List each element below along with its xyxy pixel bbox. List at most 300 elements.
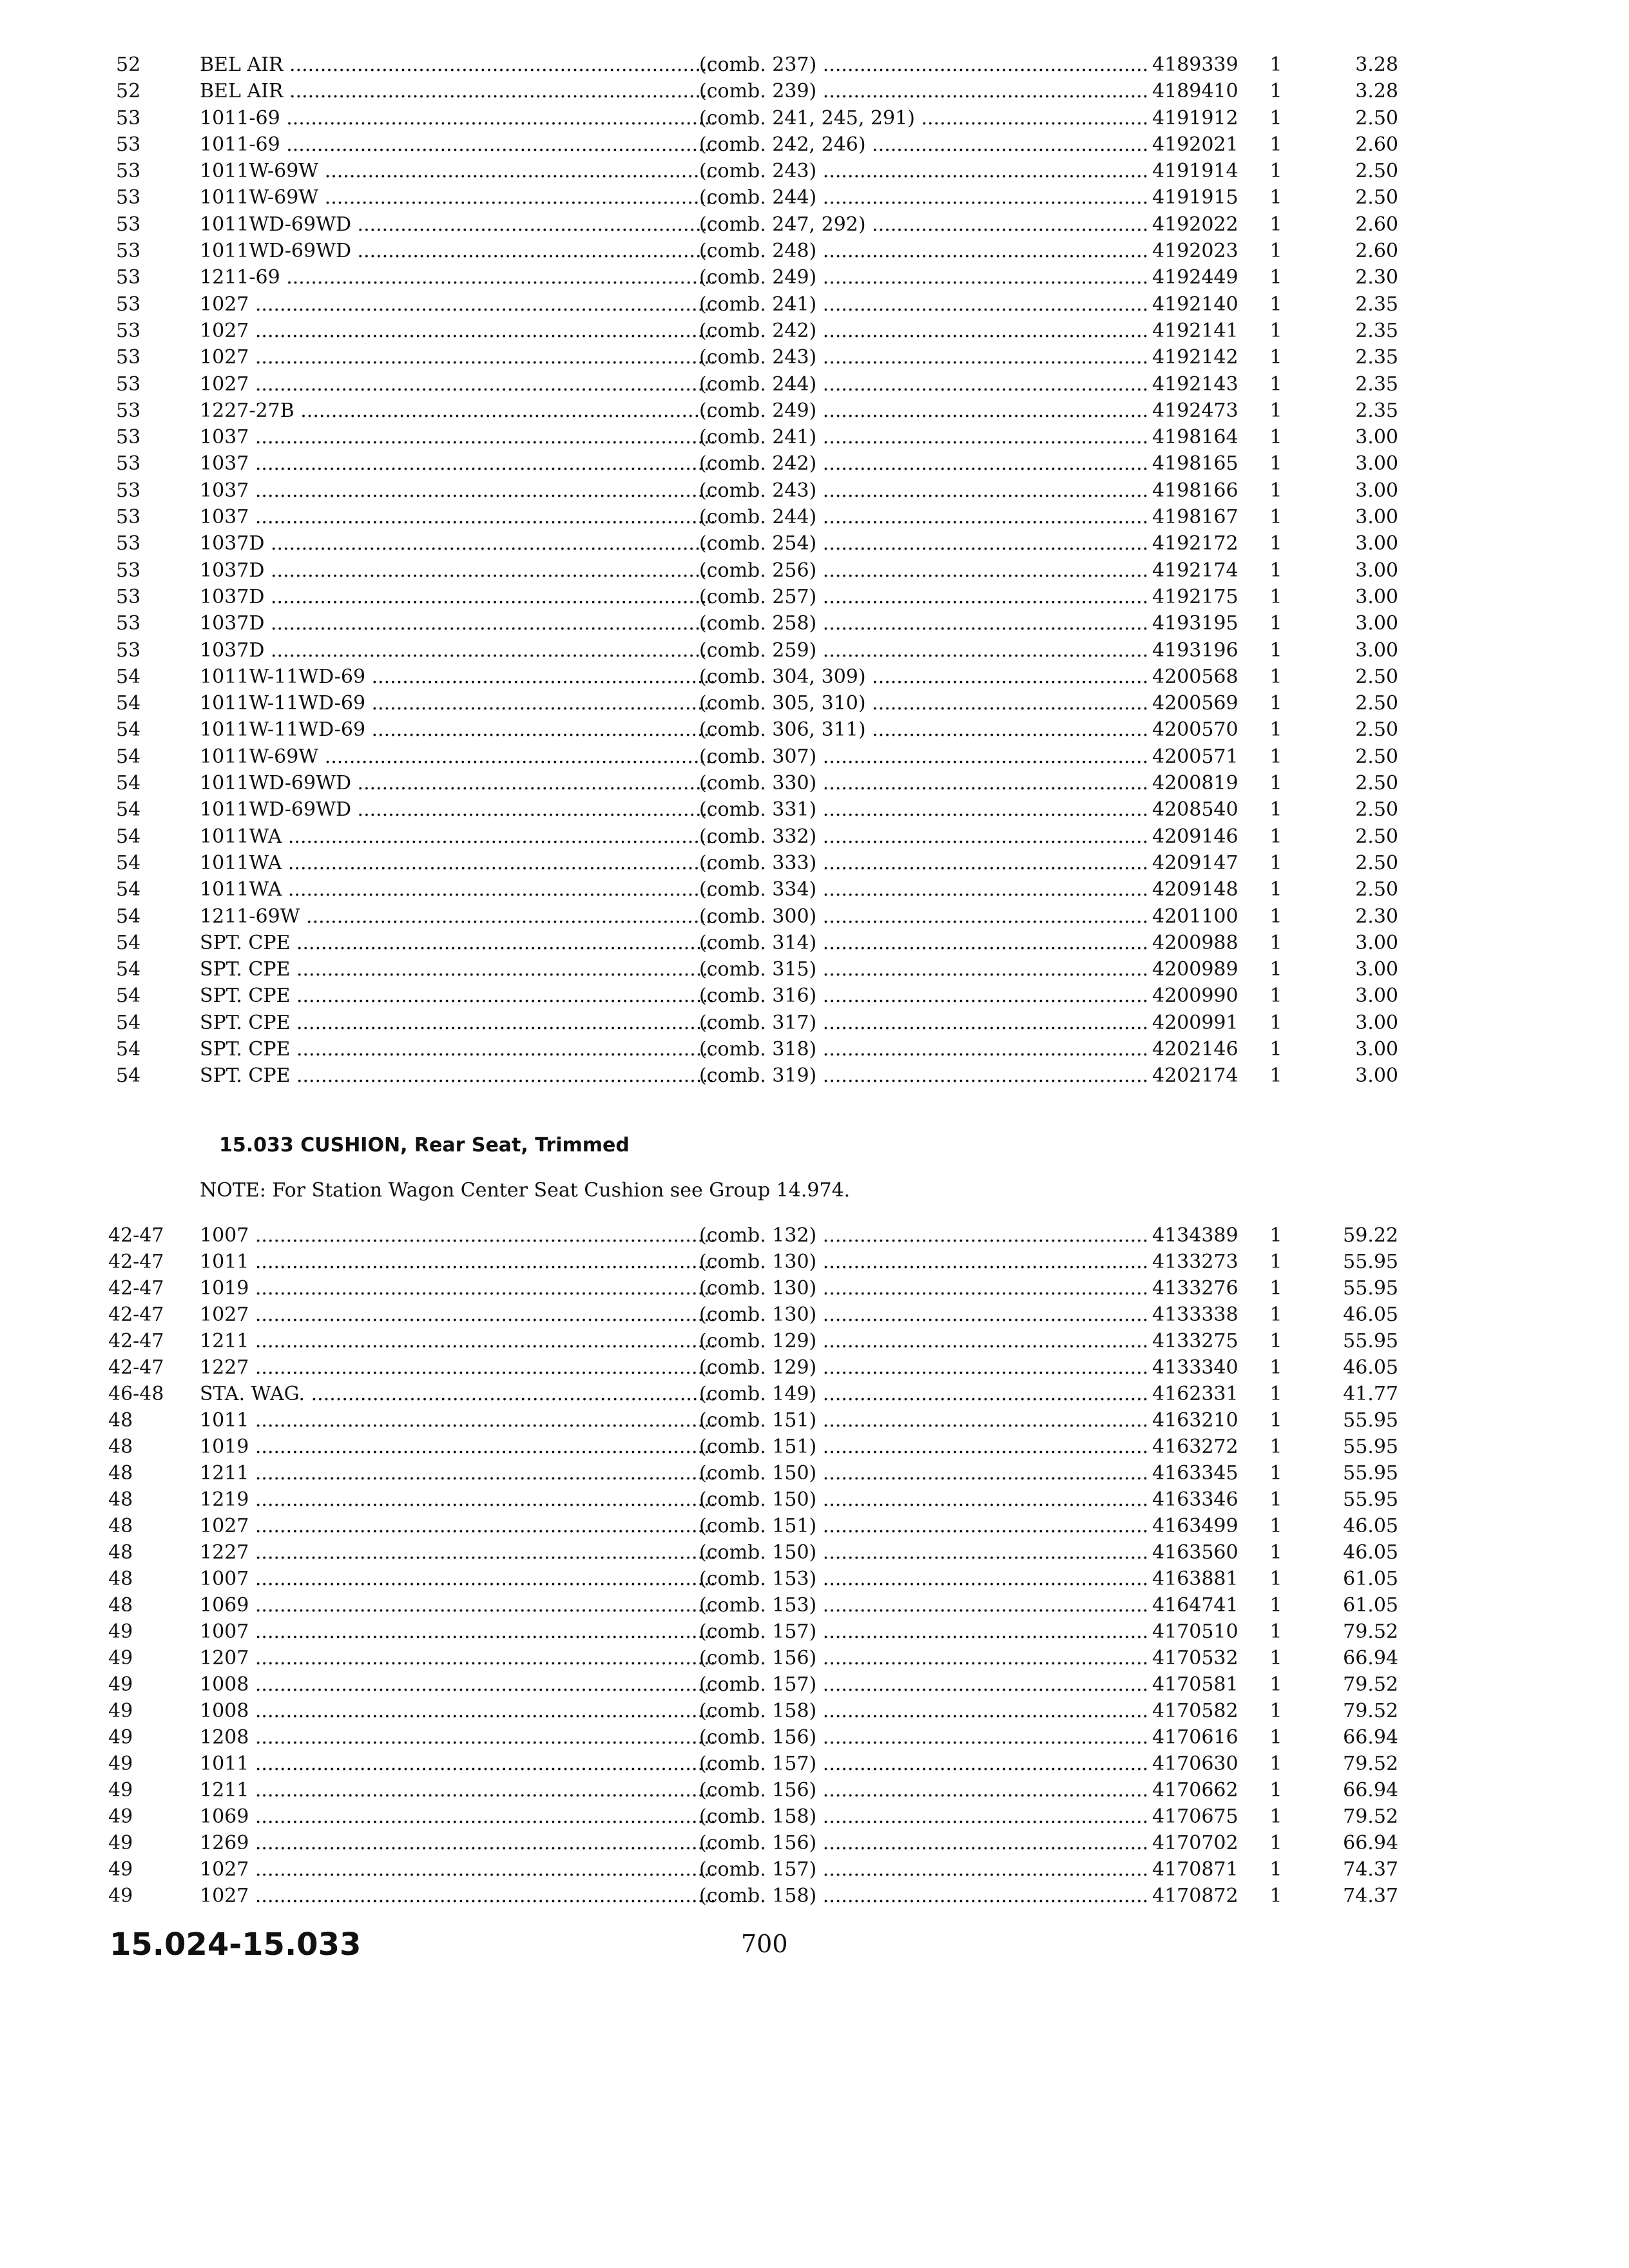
price-cell: 3.00: [1355, 612, 1398, 635]
price-cell: 2.35: [1355, 372, 1398, 396]
quantity-cell: 1: [1269, 1037, 1282, 1061]
price-cell: 2.50: [1355, 851, 1398, 874]
part-number-cell: 4192022: [1147, 211, 1262, 238]
year-cell: 42-47: [108, 1251, 164, 1273]
price-cell: 79.52: [1343, 1700, 1398, 1722]
combination-cell: (comb. 242) .....: [699, 450, 1221, 477]
table-row: [97, 930, 1398, 956]
model-cell: 1037 .....: [200, 450, 715, 477]
table-row: [97, 1302, 1398, 1328]
year-cell: 54: [116, 1064, 141, 1088]
model-cell: 1011-69 .....: [200, 131, 715, 158]
quantity-cell: 1: [1269, 1568, 1282, 1590]
quantity-cell: 1: [1269, 1779, 1282, 1802]
part-number-cell: 4163272: [1147, 1434, 1262, 1460]
table-row: [97, 584, 1398, 610]
combination-cell: (comb. 244) .....: [699, 371, 1221, 398]
year-cell: 48: [108, 1515, 133, 1537]
price-cell: 55.95: [1343, 1330, 1398, 1352]
quantity-cell: 1: [1269, 585, 1282, 608]
model-cell: 1037D .....: [200, 610, 715, 637]
quantity-cell: 1: [1269, 1224, 1282, 1247]
quantity-cell: 1: [1269, 665, 1282, 688]
combination-cell: (comb. 314) .....: [699, 930, 1221, 956]
model-cell: 1011W-69W .....: [200, 158, 715, 184]
model-cell: 1211-69W .....: [200, 903, 715, 930]
combination-cell: (comb. 149) .....: [699, 1381, 1221, 1407]
model-cell: 1208 .....: [200, 1724, 715, 1751]
year-cell: 49: [108, 1885, 133, 1907]
part-number-cell: 4209148: [1147, 876, 1262, 903]
quantity-cell: 1: [1269, 692, 1282, 715]
model-cell: 1211 .....: [200, 1328, 715, 1354]
table-row: [97, 344, 1398, 370]
price-cell: 55.95: [1343, 1488, 1398, 1511]
model-cell: 1011W-11WD-69 .....: [200, 664, 715, 690]
quantity-cell: 1: [1269, 1594, 1282, 1617]
model-cell: 1011W-11WD-69 .....: [200, 716, 715, 743]
model-cell: 1007 .....: [200, 1619, 715, 1645]
combination-cell: (comb. 318) .....: [699, 1036, 1221, 1062]
combination-cell: (comb. 157) .....: [699, 1619, 1221, 1645]
model-cell: 1027 .....: [200, 1302, 715, 1328]
price-cell: 3.00: [1355, 479, 1398, 502]
quantity-cell: 1: [1269, 452, 1282, 476]
table-row: [97, 291, 1398, 318]
year-cell: 53: [116, 559, 141, 582]
combination-cell: (comb. 332) .....: [699, 823, 1221, 850]
combination-cell: (comb. 129) .....: [699, 1354, 1221, 1381]
table-row: [97, 1883, 1398, 1909]
part-number-cell: 4192175: [1147, 584, 1262, 610]
combination-cell: (comb. 248) .....: [699, 238, 1221, 264]
table-row: [97, 1671, 1398, 1698]
table-row: [97, 1619, 1398, 1645]
model-cell: 1007 .....: [200, 1222, 715, 1249]
parts-table-15033: [97, 1222, 1398, 1909]
model-cell: 1037D .....: [200, 530, 715, 557]
year-cell: 48: [108, 1462, 133, 1485]
quantity-cell: 1: [1269, 798, 1282, 822]
table-row: [97, 903, 1398, 930]
table-row: [97, 770, 1398, 796]
part-number-cell: 4193195: [1147, 610, 1262, 637]
part-number-cell: 4189339: [1147, 52, 1262, 78]
model-cell: 1027 .....: [200, 318, 715, 344]
quantity-cell: 1: [1269, 372, 1282, 396]
price-cell: 66.94: [1343, 1832, 1398, 1854]
table-row: [97, 184, 1398, 211]
price-cell: 2.50: [1355, 878, 1398, 901]
price-cell: 2.60: [1355, 213, 1398, 236]
price-cell: 2.50: [1355, 772, 1398, 795]
model-cell: 1007 .....: [200, 1566, 715, 1592]
combination-cell: (comb. 241) .....: [699, 424, 1221, 450]
table-row: [97, 1275, 1398, 1302]
table-row: [97, 716, 1398, 743]
part-number-cell: 4189410: [1147, 78, 1262, 104]
table-row: [97, 1036, 1398, 1062]
year-cell: 54: [116, 931, 141, 954]
table-row: [97, 398, 1398, 424]
price-cell: 59.22: [1343, 1224, 1398, 1247]
quantity-cell: 1: [1269, 1409, 1282, 1432]
model-cell: 1037D .....: [200, 557, 715, 584]
price-cell: 46.05: [1343, 1515, 1398, 1537]
part-number-cell: 4133276: [1147, 1275, 1262, 1302]
table-row: [97, 664, 1398, 690]
table-row: [97, 105, 1398, 131]
model-cell: 1019 .....: [200, 1275, 715, 1302]
price-cell: 2.50: [1355, 106, 1398, 130]
year-cell: 49: [108, 1673, 133, 1696]
part-number-cell: 4192140: [1147, 291, 1262, 318]
price-cell: 79.52: [1343, 1673, 1398, 1696]
year-cell: 54: [116, 718, 141, 742]
model-cell: 1037 .....: [200, 477, 715, 504]
quantity-cell: 1: [1269, 1383, 1282, 1405]
model-cell: 1069 .....: [200, 1803, 715, 1830]
price-cell: 3.00: [1355, 559, 1398, 582]
price-cell: 3.00: [1355, 585, 1398, 608]
quantity-cell: 1: [1269, 1647, 1282, 1669]
year-cell: 54: [116, 985, 141, 1008]
combination-cell: (comb. 157) .....: [699, 1751, 1221, 1777]
combination-cell: (comb. 130) .....: [699, 1302, 1221, 1328]
year-cell: 54: [116, 798, 141, 822]
model-cell: 1011 .....: [200, 1407, 715, 1434]
table-row: [97, 1354, 1398, 1381]
table-row: [97, 1777, 1398, 1803]
part-number-cell: 4202146: [1147, 1036, 1262, 1062]
price-cell: 61.05: [1343, 1568, 1398, 1590]
model-cell: 1011WD-69WD .....: [200, 238, 715, 264]
quantity-cell: 1: [1269, 1726, 1282, 1749]
quantity-cell: 1: [1269, 1700, 1282, 1722]
combination-cell: (comb. 249) .....: [699, 398, 1221, 424]
price-cell: 2.60: [1355, 133, 1398, 156]
model-cell: 1008 .....: [200, 1698, 715, 1724]
quantity-cell: 1: [1269, 293, 1282, 316]
part-number-cell: 4170582: [1147, 1698, 1262, 1724]
model-cell: 1227-27B .....: [200, 398, 715, 424]
price-cell: 2.35: [1355, 293, 1398, 316]
model-cell: 1037 .....: [200, 424, 715, 450]
price-cell: 66.94: [1343, 1779, 1398, 1802]
part-number-cell: 4162331: [1147, 1381, 1262, 1407]
table-row: [97, 1751, 1398, 1777]
combination-cell: (comb. 315) .....: [699, 956, 1221, 983]
part-number-cell: 4192449: [1147, 264, 1262, 291]
price-cell: 3.28: [1355, 53, 1398, 76]
model-cell: 1037D .....: [200, 584, 715, 610]
year-cell: 53: [116, 266, 141, 289]
quantity-cell: 1: [1269, 1356, 1282, 1379]
table-row: [97, 1803, 1398, 1830]
year-cell: 53: [116, 639, 141, 662]
combination-cell: (comb. 243) .....: [699, 477, 1221, 504]
combination-cell: (comb. 132) .....: [699, 1222, 1221, 1249]
quantity-cell: 1: [1269, 80, 1282, 103]
price-cell: 2.35: [1355, 399, 1398, 422]
price-cell: 55.95: [1343, 1277, 1398, 1300]
quantity-cell: 1: [1269, 1541, 1282, 1564]
combination-cell: (comb. 150) .....: [699, 1486, 1221, 1513]
quantity-cell: 1: [1269, 106, 1282, 130]
part-number-cell: 4163499: [1147, 1513, 1262, 1539]
model-cell: 1011WD-69WD .....: [200, 770, 715, 796]
table-row: [97, 1328, 1398, 1354]
model-cell: 1011W-11WD-69 .....: [200, 690, 715, 716]
price-cell: 46.05: [1343, 1541, 1398, 1564]
price-cell: 2.50: [1355, 718, 1398, 742]
combination-cell: (comb. 158) .....: [699, 1803, 1221, 1830]
year-cell: 54: [116, 958, 141, 981]
model-cell: SPT. CPE .....: [200, 930, 715, 956]
part-number-cell: 4198164: [1147, 424, 1262, 450]
quantity-cell: 1: [1269, 319, 1282, 342]
year-cell: 49: [108, 1805, 133, 1828]
combination-cell: (comb. 304, 309) .....: [699, 664, 1221, 690]
year-cell: 54: [116, 772, 141, 795]
price-cell: 41.77: [1343, 1383, 1398, 1405]
quantity-cell: 1: [1269, 1832, 1282, 1854]
combination-cell: (comb. 156) .....: [699, 1645, 1221, 1671]
table-row: [97, 1513, 1398, 1539]
table-row: [97, 557, 1398, 584]
year-cell: 53: [116, 240, 141, 263]
year-cell: 48: [108, 1541, 133, 1564]
table-row: [97, 52, 1398, 78]
combination-cell: (comb. 300) .....: [699, 903, 1221, 930]
table-row: [97, 1539, 1398, 1566]
price-cell: 2.30: [1355, 905, 1398, 928]
price-cell: 55.95: [1343, 1409, 1398, 1432]
part-number-cell: 4202174: [1147, 1062, 1262, 1089]
quantity-cell: 1: [1269, 931, 1282, 954]
price-cell: 2.50: [1355, 692, 1398, 715]
table-row: [97, 1724, 1398, 1751]
year-cell: 53: [116, 133, 141, 156]
table-row: [97, 1434, 1398, 1460]
table-row: [97, 850, 1398, 876]
year-cell: 42-47: [108, 1356, 164, 1379]
part-number-cell: 4192023: [1147, 238, 1262, 264]
model-cell: 1227 .....: [200, 1539, 715, 1566]
year-cell: 53: [116, 532, 141, 555]
year-cell: 53: [116, 426, 141, 449]
year-cell: 54: [116, 1037, 141, 1061]
quantity-cell: 1: [1269, 1277, 1282, 1300]
model-cell: 1027 .....: [200, 344, 715, 370]
combination-cell: (comb. 307) .....: [699, 744, 1221, 770]
quantity-cell: 1: [1269, 985, 1282, 1008]
model-cell: 1037 .....: [200, 504, 715, 530]
combination-cell: (comb. 242, 246) .....: [699, 131, 1221, 158]
combination-cell: (comb. 153) .....: [699, 1592, 1221, 1619]
part-number-cell: 4200569: [1147, 690, 1262, 716]
part-number-cell: 4198165: [1147, 450, 1262, 477]
part-number-cell: 4200571: [1147, 744, 1262, 770]
price-cell: 74.37: [1343, 1858, 1398, 1881]
quantity-cell: 1: [1269, 479, 1282, 502]
parts-table-15024: [97, 52, 1398, 1090]
model-cell: 1027 .....: [200, 1883, 715, 1909]
price-cell: 2.35: [1355, 319, 1398, 342]
model-cell: 1027 .....: [200, 371, 715, 398]
quantity-cell: 1: [1269, 745, 1282, 768]
year-cell: 53: [116, 506, 141, 529]
combination-cell: (comb. 150) .....: [699, 1460, 1221, 1486]
table-row: [97, 371, 1398, 398]
part-number-cell: 4200988: [1147, 930, 1262, 956]
table-row: [97, 450, 1398, 477]
year-cell: 48: [108, 1409, 133, 1432]
part-number-cell: 4163346: [1147, 1486, 1262, 1513]
year-cell: 53: [116, 319, 141, 342]
table-row: [97, 744, 1398, 770]
model-cell: SPT. CPE .....: [200, 1062, 715, 1089]
year-cell: 54: [116, 665, 141, 688]
quantity-cell: 1: [1269, 53, 1282, 76]
model-cell: BEL AIR .....: [200, 78, 715, 104]
quantity-cell: 1: [1269, 905, 1282, 928]
year-cell: 49: [108, 1726, 133, 1749]
quantity-cell: 1: [1269, 213, 1282, 236]
quantity-cell: 1: [1269, 160, 1282, 183]
section-note: NOTE: For Station Wagon Center Seat Cushion see Group 14.974.: [200, 1179, 851, 1202]
year-cell: 49: [108, 1700, 133, 1722]
model-cell: STA. WAG. .....: [200, 1381, 715, 1407]
combination-cell: (comb. 153) .....: [699, 1566, 1221, 1592]
group-range: 15.024-15.033: [110, 1927, 361, 1963]
table-row: [97, 158, 1398, 184]
price-cell: 46.05: [1343, 1303, 1398, 1326]
part-number-cell: 4170532: [1147, 1645, 1262, 1671]
model-cell: 1011WD-69WD .....: [200, 796, 715, 823]
model-cell: 1069 .....: [200, 1592, 715, 1619]
part-number-cell: 4170630: [1147, 1751, 1262, 1777]
model-cell: 1219 .....: [200, 1486, 715, 1513]
part-number-cell: 4170872: [1147, 1883, 1262, 1909]
quantity-cell: 1: [1269, 266, 1282, 289]
year-cell: 48: [108, 1594, 133, 1617]
model-cell: 1269 .....: [200, 1830, 715, 1856]
quantity-cell: 1: [1269, 186, 1282, 209]
year-cell: 54: [116, 1011, 141, 1034]
table-row: [97, 690, 1398, 716]
price-cell: 79.52: [1343, 1620, 1398, 1643]
year-cell: 42-47: [108, 1303, 164, 1326]
quantity-cell: 1: [1269, 506, 1282, 529]
model-cell: 1011 .....: [200, 1751, 715, 1777]
year-cell: 53: [116, 293, 141, 316]
year-cell: 49: [108, 1858, 133, 1881]
combination-cell: (comb. 241, 245, 291) .....: [699, 105, 1221, 131]
table-row: [97, 823, 1398, 850]
combination-cell: (comb. 156) .....: [699, 1777, 1221, 1803]
part-number-cell: 4133338: [1147, 1302, 1262, 1328]
quantity-cell: 1: [1269, 1753, 1282, 1775]
quantity-cell: 1: [1269, 532, 1282, 555]
price-cell: 66.94: [1343, 1726, 1398, 1749]
table-row: [97, 1486, 1398, 1513]
table-row: [97, 1407, 1398, 1434]
table-row: [97, 1381, 1398, 1407]
part-number-cell: 4163345: [1147, 1460, 1262, 1486]
table-row: [97, 504, 1398, 530]
year-cell: 54: [116, 745, 141, 768]
model-cell: 1211-69 .....: [200, 264, 715, 291]
combination-cell: (comb. 157) .....: [699, 1856, 1221, 1883]
combination-cell: (comb. 157) .....: [699, 1671, 1221, 1698]
section-heading: 15.033 CUSHION, Rear Seat, Trimmed: [219, 1134, 630, 1157]
price-cell: 66.94: [1343, 1647, 1398, 1669]
part-number-cell: 4170581: [1147, 1671, 1262, 1698]
year-cell: 49: [108, 1647, 133, 1669]
model-cell: 1011W-69W .....: [200, 744, 715, 770]
price-cell: 3.28: [1355, 80, 1398, 103]
table-row: [97, 1222, 1398, 1249]
model-cell: 1011W-69W .....: [200, 184, 715, 211]
model-cell: BEL AIR .....: [200, 52, 715, 78]
year-cell: 42-47: [108, 1277, 164, 1300]
part-number-cell: 4200568: [1147, 664, 1262, 690]
year-cell: 53: [116, 160, 141, 183]
table-row: [97, 131, 1398, 158]
combination-cell: (comb. 158) .....: [699, 1883, 1221, 1909]
combination-cell: (comb. 244) .....: [699, 504, 1221, 530]
combination-cell: (comb. 247, 292) .....: [699, 211, 1221, 238]
quantity-cell: 1: [1269, 1303, 1282, 1326]
part-number-cell: 4133273: [1147, 1249, 1262, 1275]
quantity-cell: 1: [1269, 1673, 1282, 1696]
year-cell: 53: [116, 372, 141, 396]
part-number-cell: 4170510: [1147, 1619, 1262, 1645]
part-number-cell: 4192473: [1147, 398, 1262, 424]
price-cell: 3.00: [1355, 985, 1398, 1008]
quantity-cell: 1: [1269, 1462, 1282, 1485]
part-number-cell: 4198167: [1147, 504, 1262, 530]
table-row: [97, 264, 1398, 291]
part-number-cell: 4133275: [1147, 1328, 1262, 1354]
quantity-cell: 1: [1269, 1885, 1282, 1907]
table-row: [97, 530, 1398, 557]
quantity-cell: 1: [1269, 1805, 1282, 1828]
combination-cell: (comb. 305, 310) .....: [699, 690, 1221, 716]
combination-cell: (comb. 150) .....: [699, 1539, 1221, 1566]
model-cell: 1211 .....: [200, 1460, 715, 1486]
table-row: [97, 238, 1398, 264]
quantity-cell: 1: [1269, 772, 1282, 795]
combination-cell: (comb. 317) .....: [699, 1010, 1221, 1036]
price-cell: 3.00: [1355, 958, 1398, 981]
combination-cell: (comb. 151) .....: [699, 1407, 1221, 1434]
quantity-cell: 1: [1269, 1858, 1282, 1881]
part-number-cell: 4209147: [1147, 850, 1262, 876]
part-number-cell: 4200991: [1147, 1010, 1262, 1036]
quantity-cell: 1: [1269, 851, 1282, 874]
table-row: [97, 610, 1398, 637]
quantity-cell: 1: [1269, 1436, 1282, 1458]
combination-cell: (comb. 319) .....: [699, 1062, 1221, 1089]
year-cell: 54: [116, 878, 141, 901]
part-number-cell: 4192172: [1147, 530, 1262, 557]
part-number-cell: 4170871: [1147, 1856, 1262, 1883]
combination-cell: (comb. 239) .....: [699, 78, 1221, 104]
year-cell: 42-47: [108, 1330, 164, 1352]
price-cell: 2.60: [1355, 240, 1398, 263]
